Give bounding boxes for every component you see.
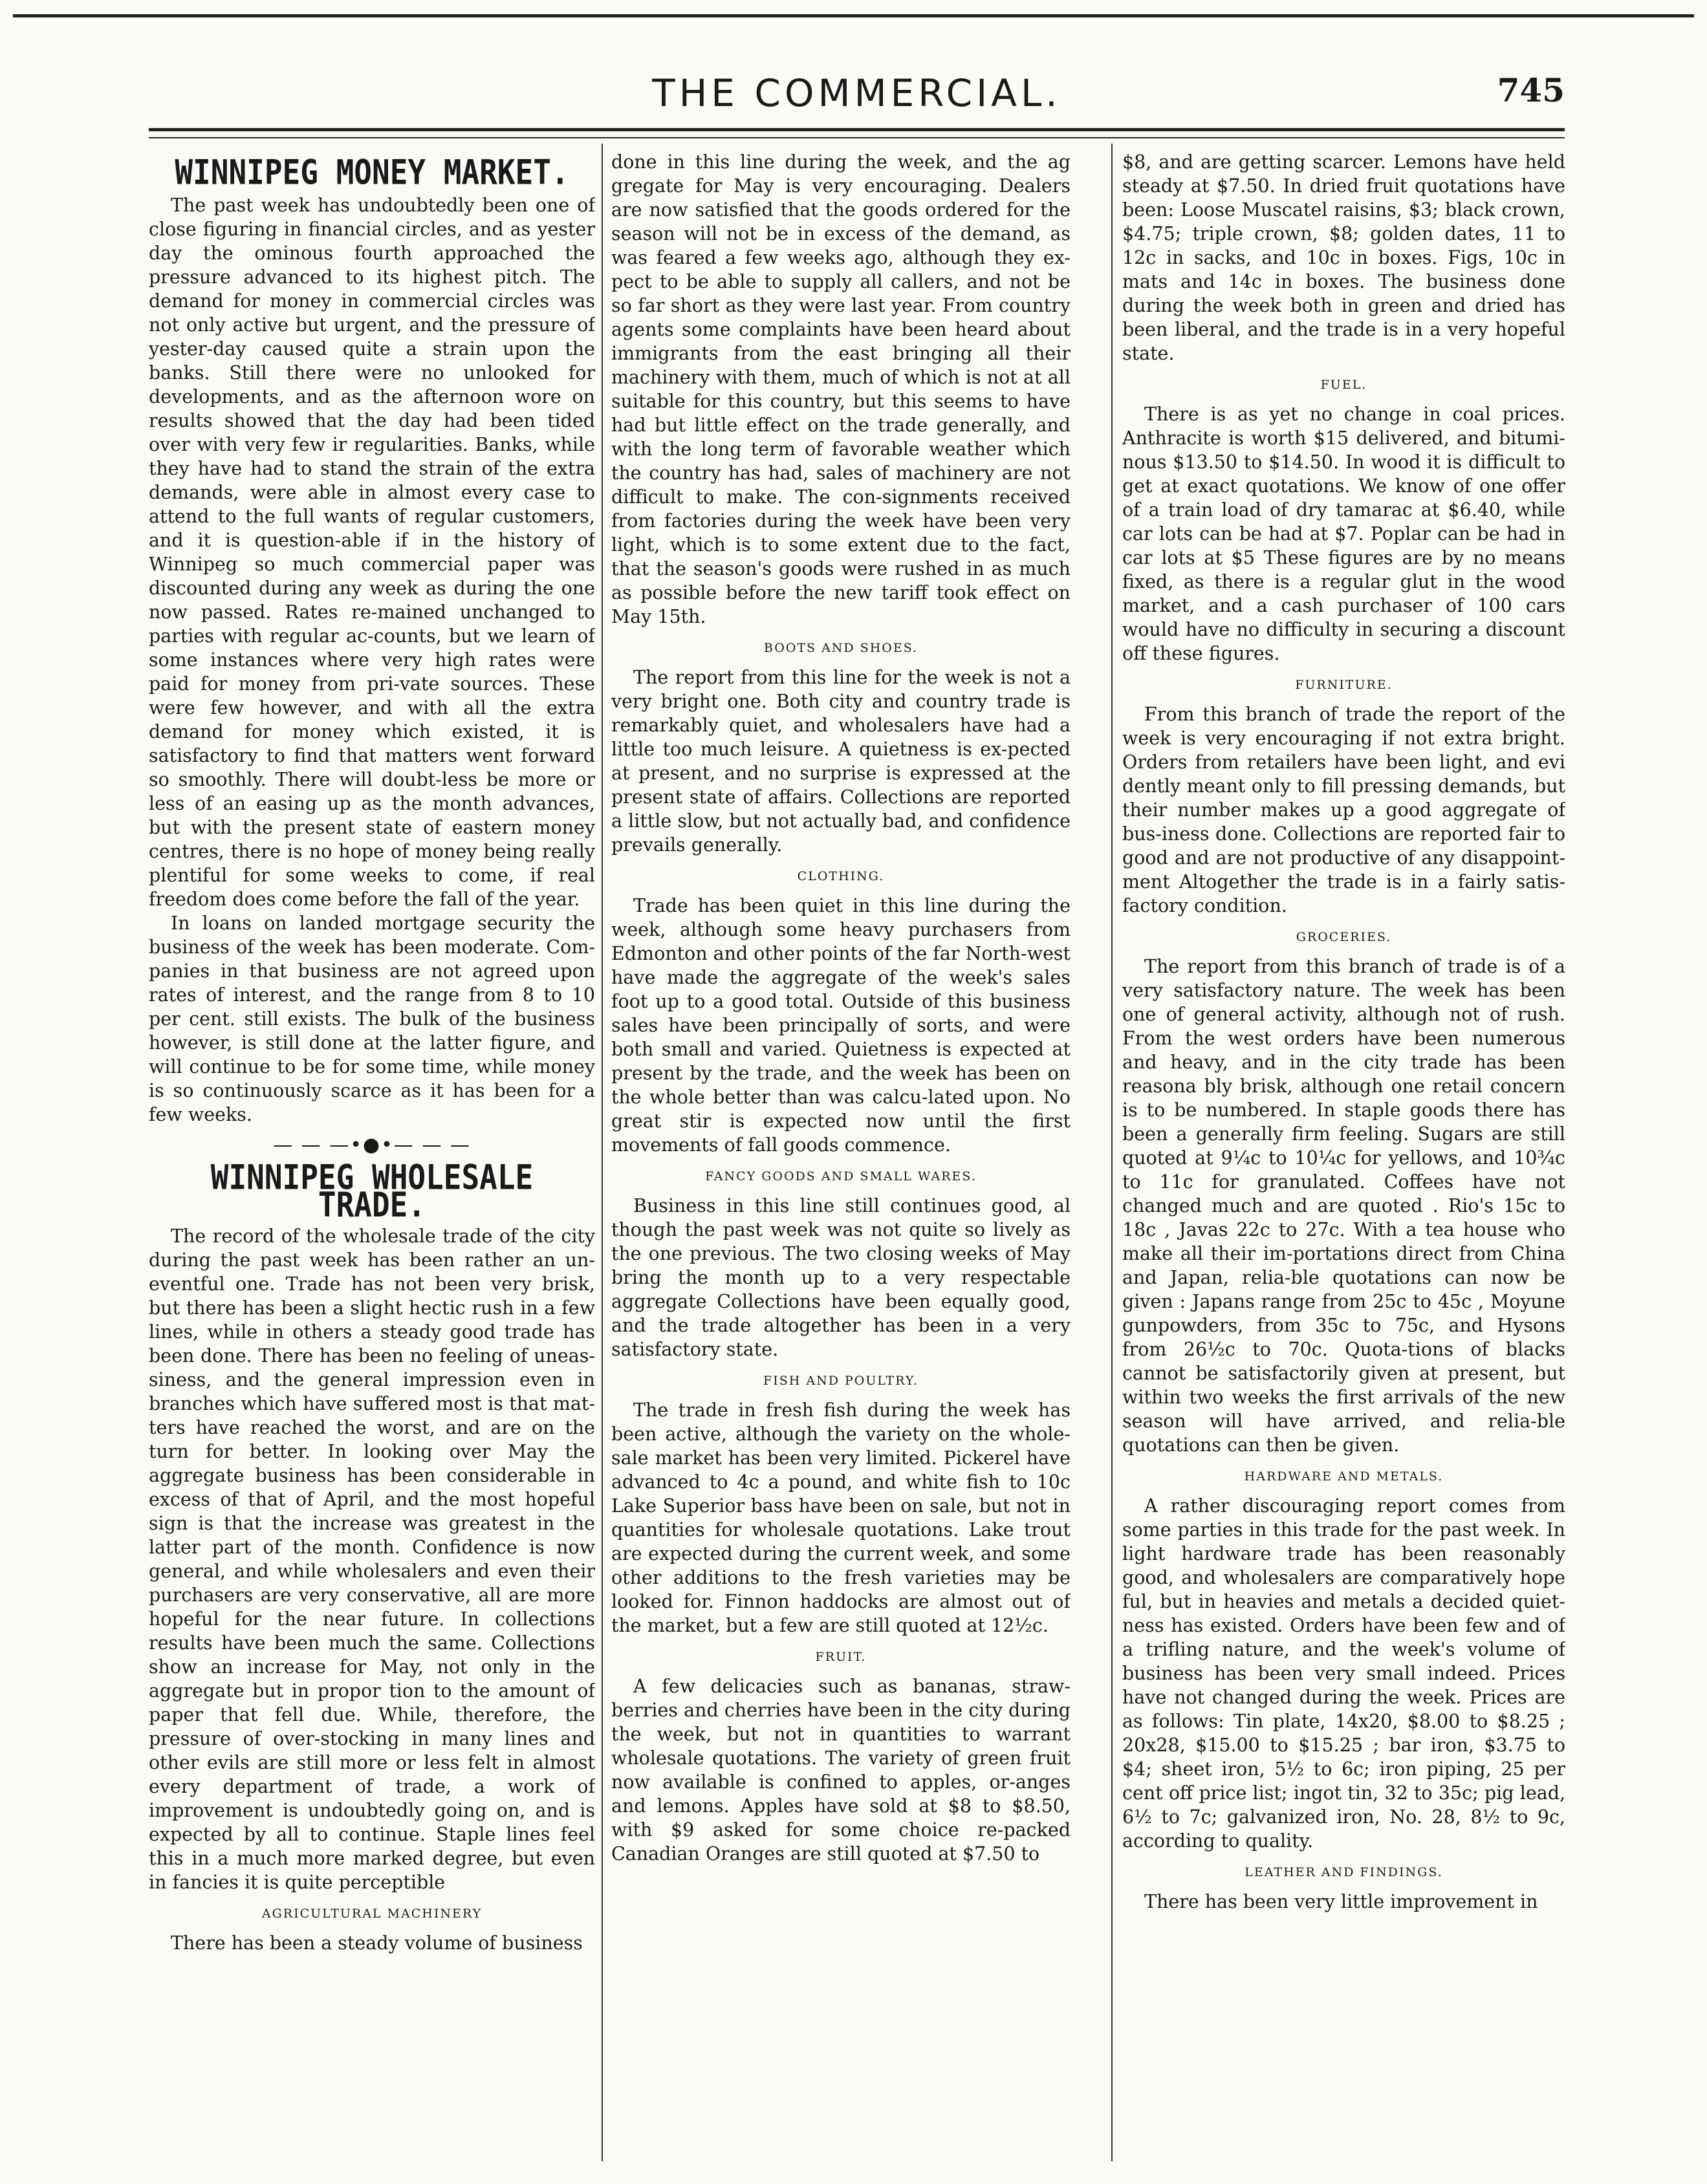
paragraph: There has been a steady volume of business (171, 1932, 583, 1954)
wholesale-trade-heading: WINNIPEG WHOLESALE TRADE. (210, 1157, 534, 1225)
page-number: 745 (1497, 71, 1565, 109)
paragraph: done in this line during the week, and the ag gregate for May is very encouraging. Dealers are now satisfied that the goods ordered for the season will not be in excess of the demand, as was feared a few weeks ago, although they ex-pect to be able to supply all callers, and not be so far short as they were last year. From country agents some complaints have been heard about immigrants from the east bringing all their machinery with them, much of which is not at all suitable for this country, but this seems to have had but little effect on the trade generally, and with the long term of favorable weather which the country has had, sales of machinery are not difficult to make. The con-signments received from factories during the week have been very light, which is to some extent due to the fact, that the season's goods were rushed in as much as possible before the new tariff took effect on May 15th. (611, 151, 1071, 627)
paragraph: The past week has undoubtedly been one of close figuring in financial circles, and as yester day the ominous fourth approached the pressure advanced to its highest pitch. The demand for money in commercial circles was not only active but urgent, and the pressure of yester-day caused quite a strain upon the banks. Still there were no unlooked for developments, and as the afternoon wore on results showed that the day had been tided over with very few ir regularities. Banks, while they have had to stand the strain of the extra demands, were able in almost every case to attend to the full wants of regular customers, and it is question-able if in the history of Winnipeg so much commercial paper was discounted during any week as during the one now passed. Rates re-mained unchanged to parties with regular ac-counts, but we learn of some instances where very high rates were paid for money from pri-vate sources. These were few however, and with all the extra demand for money which existed, it is satisfactory to find that matters went forward so smoothly. There will doubt-less be more or less of an easing up as the month advances, but with the present state of eastern money centres, there is no hope of money being really plentiful for some weeks to come, if real freedom does come before the fall of the year. (149, 195, 595, 910)
page-header (149, 71, 1565, 123)
money-market-heading: WINNIPEG MONEY MARKET. (175, 151, 569, 192)
paragraph: The record of the wholesale trade of the city during the past week has been rather an un-eventful one. Trade has not been very brisk, but there has been a slight hectic rush in a few lines, while in others a steady good trade has been done. There has been no feeling of uneas-siness, and the general impression even in branches which have suffered most is that mat-ters have reached the worst, and are on the turn for better. In looking over May the aggregate business has been considerable in excess of that of April, and the most hopeful sign is that the increase was greatest in the latter part of the month. Confidence is now general, and while wholesalers and even their purchasers are very conservative, all are more hopeful for the near future. In collections results have been much the same. Collections show an increase for May, not only in the aggregate but in propor tion to the amount of paper that fell due. While, therefore, the pressure of over-stocking in many lines and other evils are still more or less felt in almost every department of trade, a work of improvement is undoubtedly going on, and is expected by all to continue. Staple lines feel this in a much more marked degree, but even in fancies it is quite perceptible (149, 1226, 595, 1893)
top-border-rule (13, 14, 1694, 21)
column-right (1122, 150, 1565, 2161)
paragraph: The report from this line for the week is not a very bright one. Both city and country trade is remarkably quiet, and wholesalers have had a little too much leisure. A quietness is ex-pected at present, and no surprise is expressed at the present state of affairs. Collections are reported a little slow, but not actually bad, and confidence prevails generally. (611, 667, 1071, 856)
leather-findings-heading: LEATHER AND FINDINGS. (1245, 1865, 1443, 1879)
paragraph: $8, and are getting scarcer. Lemons have held steady at $7.50. In dried fruit quotations have been: Loose Muscatel raisins, $3; black crown, $4.75; triple crown, $8; golden dates, 11 to 12c in sacks, and 10c in boxes. Figs, 10c in mats and 14c in boxes. The business done during the week both in green and dried has been liberal, and the trade is in a very hopeful state. (1122, 151, 1565, 364)
masthead: THE COMMERCIAL. (652, 71, 1061, 115)
agricultural-machinery-heading: AGRICULTURAL MACHINERY (261, 1907, 483, 1921)
fish-poultry-heading: FISH AND POULTRY. (763, 1374, 919, 1388)
paragraph: The report from this branch of trade is of a very satisfactory nature. The week has been one of general activity, although not of rush. From the west orders have been numerous and heavy, and in the city trade has been reasona bly brisk, although one retail concern is to be numbered. In staple goods there has been a generally firm feeling. Sugars are still quoted at 9¼c to 10¼c for yellows, and 10¾c to 11c for granulated. Coffees have not changed much and are quoted . Rio's 15c to 18c , Javas 22c to 27c. With a tea house who make all their im-portations direct from China and Japan, relia-ble quotations can now be given : Japans range from 25c to 45c , Moyune gunpowders, from 35c to 75c, and Hysons from 26½c to 70c. Quota-tions of blacks cannot be satisfactorily given at present, but within two weeks the first arrivals of the new season will have arrived, and relia-ble quotations can then be given. (1122, 956, 1565, 1456)
header-rule-thin (149, 137, 1565, 138)
fancy-goods-heading: FANCY GOODS AND SMALL WARES. (705, 1169, 977, 1184)
paragraph: Business in this line still continues good, al though the past week was not quite so lively as the one previous. The two closing weeks of May bring the month up to a very respectable aggregate Collections have been equally good, and the trade altogether has been in a very satisfactory state. (611, 1195, 1071, 1360)
paragraph: In loans on landed mortgage security the business of the week has been moderate. Com-panies in that business are not agreed upon rates of interest, and the range from 8 to 10 per cent. still exists. The bulk of the business however, is still done at the latter figure, and will continue to be for some time, while money is so continuously scarce as it has been for a few weeks. (149, 913, 595, 1125)
paragraph: The trade in fresh fish during the week has been active, although the variety on the whole-sale market has been very limited. Pickerel have advanced to 4c a pound, and white fish to 10c Lake Superior bass have been on sale, but not in quantities for wholesale quotations. Lake trout are expected during the current week, and some other additions to the fresh varieties may be looked for. Finnon haddocks are almost out of the market, but a few are still quoted at 12½c. (611, 1400, 1071, 1636)
header-rule-thick (149, 128, 1565, 131)
clothing-heading: CLOTHING. (797, 869, 885, 883)
paragraph: There is as yet no change in coal prices. Anthracite is worth $15 delivered, and bitumi-nous $13.50 to $14.50. In wood it is difficult to get at exact quotations. We know of one offer of a train load of dry tamarac at $6.40, while car lots can be had at $7. Poplar can be had in car lots at $5 These figures are by no means fixed, as there is a regular glut in the wood market, and a cash purchaser of 100 cars would have no difficulty in securing a discount off these figures. (1122, 404, 1565, 664)
fruit-heading: FRUIT. (815, 1650, 867, 1664)
paragraph: There has been very little improvement in (1144, 1891, 1538, 1912)
hardware-metals-heading: HARDWARE AND METALS. (1244, 1469, 1444, 1484)
paragraph: A rather discouraging report comes from some parties in this trade for the past week. In light hardware trade has been reasonably good, and wholesalers are comparatively hope ful, but in heavies and metals a decided quiet-ness has existed. Orders have been few and of a trifling nature, and the week's volume of business has been very small indeed. Prices have not changed during the week. Prices are as follows: Tin plate, 14x20, $8.00 to $8.25 ; 20x28, $15.00 to $15.25 ; bar iron, $3.75 to $4; sheet iron, 5½ to 6c; iron piping, 25 per cent off price list; ingot tin, 32 to 35c; pig lead, 6½ to 7c; galvanized iron, No. 28, 8½ to 9c, according to quality. (1122, 1495, 1565, 1852)
groceries-heading: GROCERIES. (1296, 930, 1392, 944)
paragraph: From this branch of trade the report of the week is very encouraging if not extra bright. Orders from retailers have been light, and evi dently meant only to fill pressing demands, but their number makes up a good aggregate of bus-iness done. Collections are reported fair to good and are not productive of any disappoint-ment Altogether the trade is in a fairly satis-factory condition. (1122, 704, 1565, 916)
column-left (149, 150, 595, 2161)
fuel-heading: FUEL. (1320, 378, 1367, 392)
paragraph: Trade has been quiet in this line during the week, although some heavy purchasers from Edmonton and other points of the far North-west have made the aggregate of the week's sales foot up to a good total. Outside of this business sales have been principally of sorts, and were both small and varied. Quietness is expected at present by the trade, and the week has been on the whole better than was calcu-lated upon. No great stir is expected now until the first movements of fall goods commence. (611, 895, 1071, 1156)
boots-shoes-heading: BOOTS AND SHOES. (763, 641, 919, 655)
column-divider (1111, 144, 1113, 2161)
section-ornament: — — —•●•— — — (273, 1134, 471, 1156)
paragraph: A few delicacies such as bananas, straw-berries and cherries have been in the city during the week, but not in quantities to warrant wholesale quotations. The variety of green fruit now available is confined to apples, or-anges and lemons. Apples have sold at $8 to $8.50, with $9 asked for some choice re-packed Canadian Oranges are still quoted at $7.50 to (611, 1676, 1071, 1865)
column-divider (602, 144, 603, 2161)
column-middle (611, 150, 1071, 2161)
furniture-heading: FURNITURE. (1295, 678, 1393, 692)
